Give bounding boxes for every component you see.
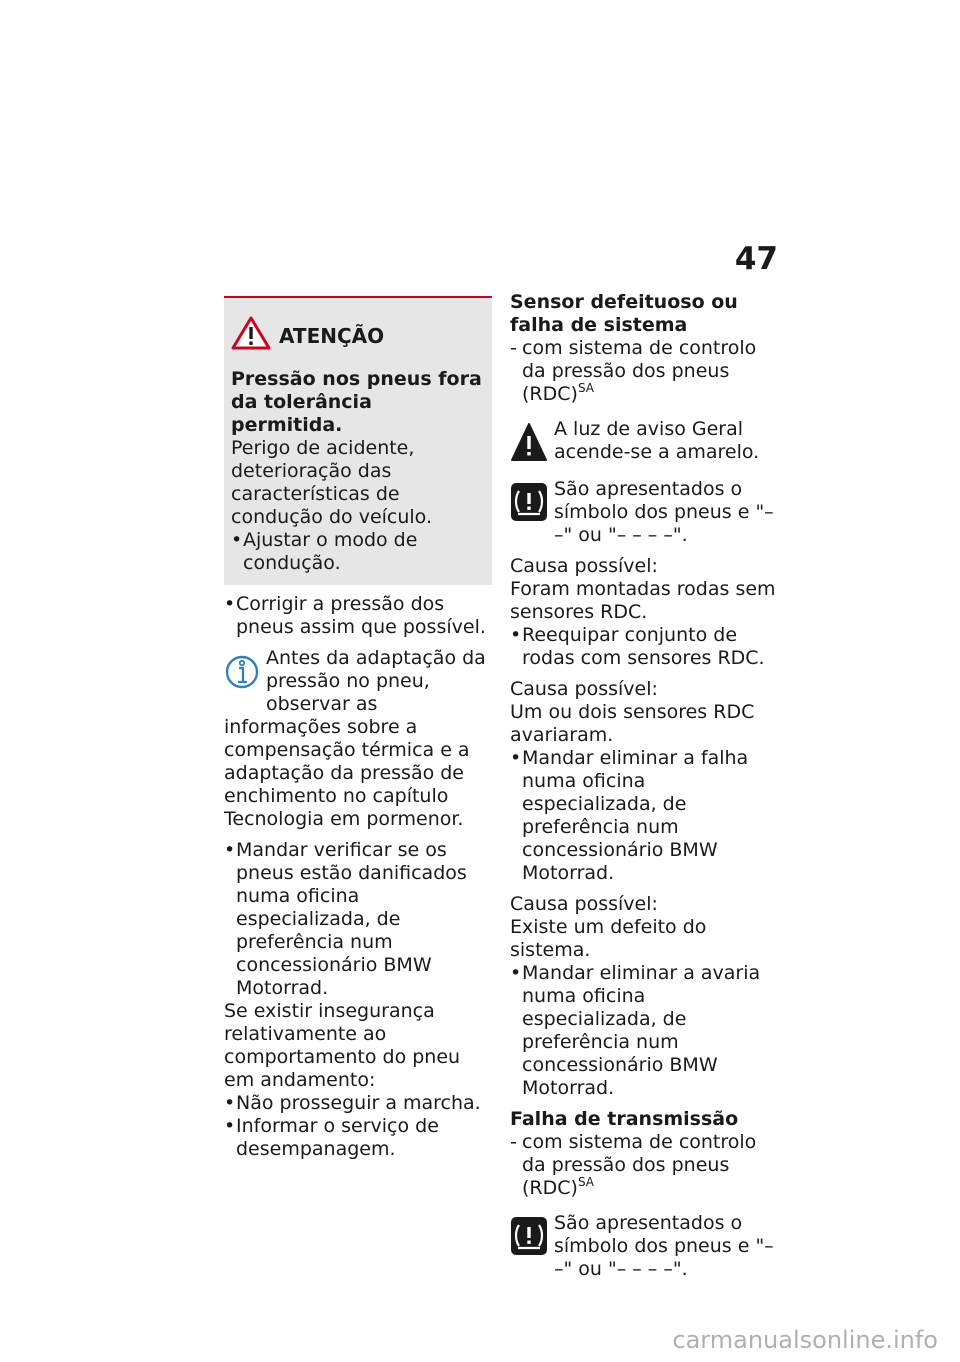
rdc-option-1: - com sistema de controlo da pressão dos pneus (RDC)$^{SA}$ <box>510 337 780 406</box>
warning-box <box>224 296 492 585</box>
action-2: • Mandar eliminar a falha numa oficina especializada, de preferência num concessionário BMW Motorrad. <box>510 747 780 885</box>
warning-triangle-icon <box>231 316 279 356</box>
cause-3: Existe um defeito do sistema. <box>510 916 707 961</box>
unsafe-text: Se existir insegurança relativamente ao comportamento do pneu em andamento: <box>224 1000 461 1091</box>
warning-text: Perigo de acidente, deterioração das características de condução do veículo. <box>231 437 433 528</box>
tyre-symbol-note-1 <box>510 478 780 547</box>
info-text: Antes da adaptação da pressão no pneu, observar as informações sobre a compensação térmica e a adaptação da pressão de enchimento no capítulo Tecnologia em pormenor. <box>224 647 486 830</box>
tyre-symbol-text-1: São apresentados o símbolo dos pneus e "– –" ou "– – – –". <box>554 478 774 546</box>
cause-2: Um ou dois sensores RDC avariaram. <box>510 701 755 746</box>
tyre-symbol-text-2: São apresentados o símbolo dos pneus e "– –" ou "– – – –". <box>554 1212 774 1280</box>
info-icon <box>224 651 260 697</box>
rdc-option-2: - com sistema de controlo da pressão dos pneus (RDC)$^{SA}$ <box>510 1131 780 1200</box>
section-title-sensor-fault: Sensor defeituoso ou falha de sistema <box>510 291 738 336</box>
tyre-pressure-icon <box>510 1216 548 1262</box>
warning-bullet: • Ajustar o modo de condução. <box>231 529 486 575</box>
page-number: 47 <box>734 241 778 277</box>
left-column <box>224 296 492 1161</box>
warning-header <box>231 316 486 356</box>
bullet-check-damage: • Mandar verificar se os pneus estão danificados numa oficina especializada, de preferência num concessionário BMW Motorrad. <box>224 839 492 1000</box>
bullet-stop: • Não prosseguir a marcha. <box>224 1092 492 1115</box>
warning-light-note <box>510 418 780 470</box>
warning-light-text: A luz de aviso Geral acende-se a amarelo. <box>554 418 760 463</box>
action-1: • Reequipar conjunto de rodas com sensores RDC. <box>510 624 780 670</box>
sa-marker: SA <box>577 1175 594 1189</box>
cause-label-2: Causa possível: <box>510 678 658 700</box>
right-column <box>510 291 780 1281</box>
general-warning-icon <box>510 422 548 468</box>
bullet-correct-pressure: • Corrigir a pressão dos pneus assim que possível. <box>224 593 492 639</box>
cause-label-1: Causa possível: <box>510 555 658 577</box>
cause-label-3: Causa possível: <box>510 893 658 915</box>
warning-heading: Pressão nos pneus fora da tolerância permitida. <box>231 368 482 436</box>
cause-1: Foram montadas rodas sem sensores RDC. <box>510 578 776 623</box>
info-note <box>224 647 492 831</box>
action-3: • Mandar eliminar a avaria numa oficina especializada, de preferência num concessionário BMW Motorrad. <box>510 962 780 1100</box>
watermark: carmanualsonline.info <box>672 1326 938 1354</box>
section-title-transmission-fault: Falha de transmissão <box>510 1108 739 1130</box>
bullet-inform-service: • Informar o serviço de desempanagem. <box>224 1115 492 1161</box>
tyre-pressure-icon <box>510 482 548 528</box>
sa-marker: SA <box>577 381 594 395</box>
warning-title: ATENÇÃO <box>279 323 385 348</box>
tyre-symbol-note-2 <box>510 1212 780 1281</box>
